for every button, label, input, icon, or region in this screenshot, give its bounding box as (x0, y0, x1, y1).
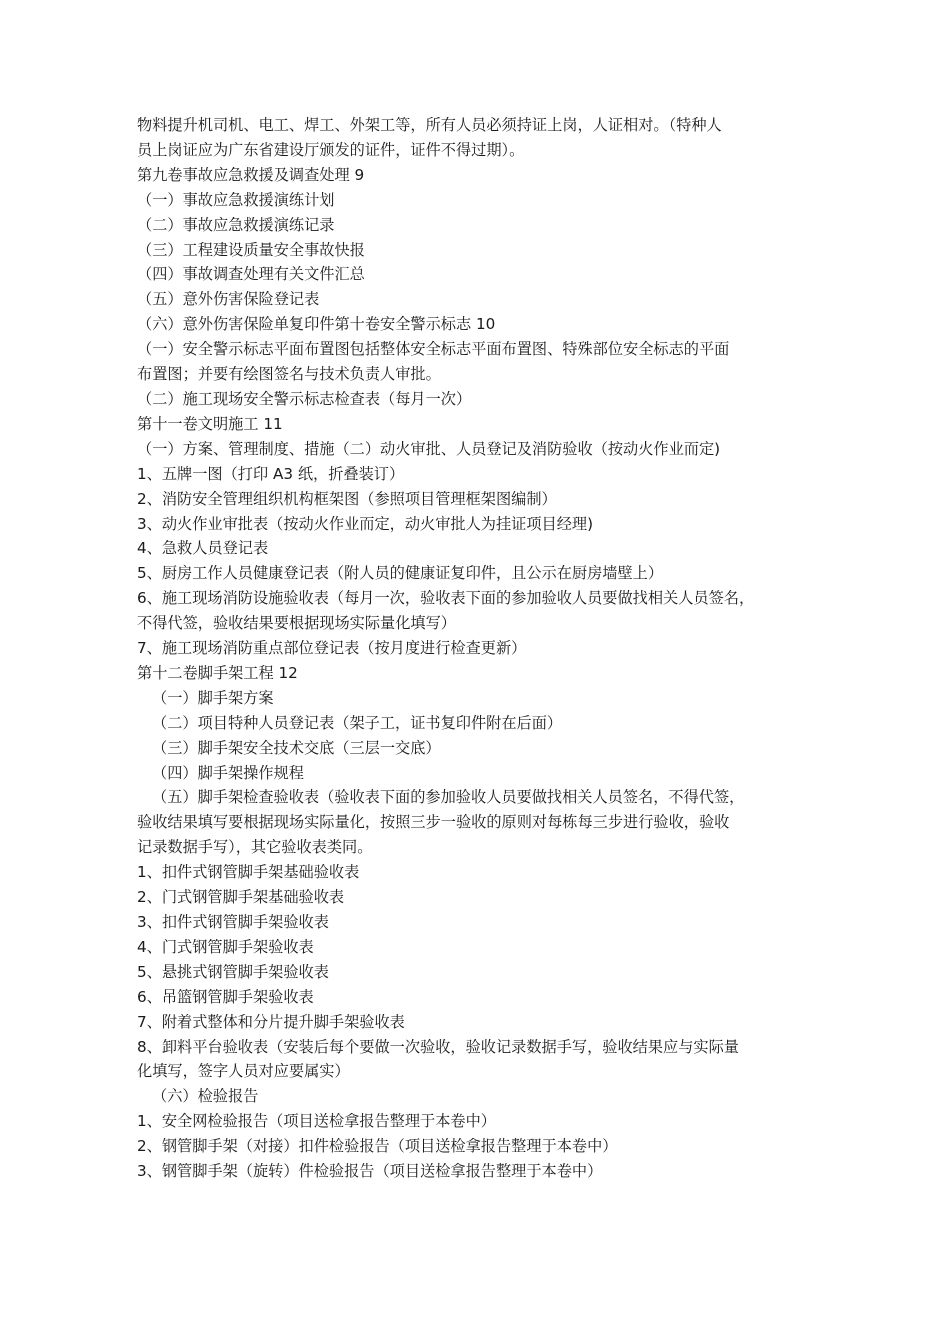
text-line: 2、钢管脚手架（对接）扣件检验报告（项目送检拿报告整理于本卷中） (137, 1137, 618, 1156)
text-line: 布置图；并要有绘图签名与技术负责人审批。 (137, 365, 441, 384)
text-line: 6、吊篮钢管脚手架验收表 (137, 987, 314, 1006)
text-line: （六）检验报告 (152, 1087, 259, 1106)
text-line: 记录数据手写），其它验收表类同。 (137, 838, 373, 857)
text-line: 5、悬挑式钢管脚手架验收表 (137, 962, 329, 981)
text-line: （二）施工现场安全警示标志检查表（每月一次） (137, 389, 472, 408)
document-body (137, 113, 827, 1184)
text-line: （一）脚手架方案 (152, 688, 274, 707)
text-line: 3、扣件式钢管脚手架验收表 (137, 913, 329, 931)
text-line: 2、门式钢管脚手架基础验收表 (137, 888, 345, 907)
text-line: 7、附着式整体和分片提升脚手架验收表 (137, 1012, 405, 1031)
text-line: （五）脚手架检查验收表（验收表下面的参加验收人员要做找相关人员签名，不得代签， (152, 788, 745, 807)
text-line: 3、动火作业审批表（按动火作业而定，动火审批人为挂证项目经理) (137, 514, 594, 533)
text-line: 1、扣件式钢管脚手架基础验收表 (137, 863, 360, 882)
text-line: 8、卸料平台验收表（安装后每个要做一次验收，验收记录数据手写，验收结果应与实际量 (137, 1037, 739, 1056)
text-line: （一）方案、管理制度、措施（二）动火审批、人员登记及消防验收（按动火作业而定) (137, 439, 721, 458)
text-line: 6、施工现场消防设施验收表（每月一次，验收表下面的参加验收人员要做找相关人员签名， (137, 589, 755, 608)
text-line: 验收结果填写要根据现场实际量化，按照三步一验收的原则对每栋每三步进行验收，验收 (137, 813, 730, 832)
text-line: （三）脚手架安全技术交底（三层一交底） (152, 738, 441, 757)
text-line: （六）意外伤害保险单复印件第十卷安全警示标志 10 (137, 315, 496, 334)
text-line: 1、安全网检验报告（项目送检拿报告整理于本卷中） (137, 1112, 496, 1131)
text-line: 2、消防安全管理组织机构框架图（参照项目管理框架图编制） (137, 489, 557, 508)
text-line: 不得代签，验收结果要根据现场实际量化填写） (137, 614, 456, 633)
text-line: 第十一卷文明施工 11 (137, 414, 283, 433)
text-line: 第十二卷脚手架工程 12 (137, 663, 298, 682)
text-line: 4、门式钢管脚手架验收表 (137, 937, 314, 956)
text-line: （五）意外伤害保险登记表 (137, 290, 320, 309)
text-line: （一）安全警示标志平面布置图包括整体安全标志平面布置图、特殊部位安全标志的平面 (137, 340, 730, 359)
text-line: 物料提升机司机、电工、焊工、外架工等，所有人员必须持证上岗，人证相对。（特种人 (137, 116, 722, 134)
text-line: 第九卷事故应急救援及调查处理 9 (137, 165, 365, 184)
text-line: 5、厨房工作人员健康登记表（附人员的健康证复印件，且公示在厨房墙壁上） (137, 564, 664, 583)
text-line: （二）事故应急救援演练记录 (137, 215, 335, 234)
text-line: 1、五牌一图（打印 A3 纸，折叠装订） (137, 464, 405, 483)
text-line: （四）事故调查处理有关文件汇总 (137, 265, 365, 284)
text-line: （一）事故应急救援演练计划 (137, 190, 335, 209)
text-line: （四）脚手架操作规程 (152, 763, 304, 782)
text-line: （二）项目特种人员登记表（架子工，证书复印件附在后面） (152, 713, 563, 732)
text-line: 员上岗证应为广东省建设厅颁发的证件，证件不得过期）。 (137, 140, 525, 159)
text-line: 3、钢管脚手架（旋转）件检验报告（项目送检拿报告整理于本卷中） (137, 1162, 603, 1181)
text-line: （三）工程建设质量安全事故快报 (137, 240, 365, 259)
text-line: 7、施工现场消防重点部位登记表（按月度进行检查更新） (137, 639, 527, 658)
text-line: 化填写，签字人员对应要属实） (137, 1062, 350, 1081)
text-line: 4、急救人员登记表 (137, 539, 269, 558)
